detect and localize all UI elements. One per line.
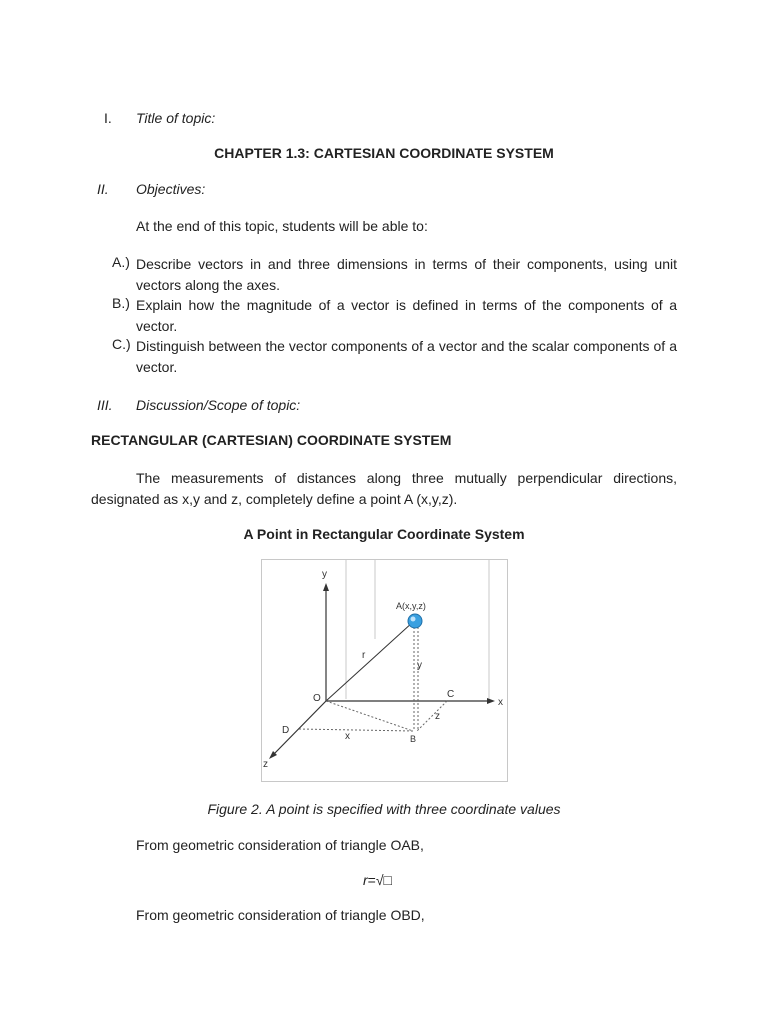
objective-c-letter: C.)	[112, 336, 131, 352]
section-1-label: Title of topic:	[136, 110, 216, 126]
point-a-marker	[408, 614, 422, 628]
figure-caption: Figure 2. A point is specified with three coordinate values	[207, 801, 561, 817]
objective-a-letter: A.)	[112, 254, 130, 270]
objective-b-text: Explain how the magnitude of a vector is defined in terms of the components of a vector.	[136, 297, 677, 334]
figure-frame	[262, 560, 508, 782]
z-axis-label: z	[263, 759, 268, 770]
section-1-numeral: I.	[104, 110, 112, 126]
figure-title: A Point in Rectangular Coordinate System	[243, 526, 525, 542]
x-segment-label: x	[345, 731, 350, 742]
intro-paragraph: The measurements of distances along three mutually perpendicular directions, designated as x,y and z, completely define a point A (x,y,z).	[91, 470, 677, 507]
z-segment-label: z	[435, 711, 440, 722]
r-label: r	[362, 650, 366, 661]
c-label: C	[447, 689, 455, 700]
origin-label: O	[313, 693, 321, 704]
objective-b-letter: B.)	[112, 295, 130, 311]
chapter-title: CHAPTER 1.3: CARTESIAN COORDINATE SYSTEM	[214, 145, 554, 161]
objective-c-text: Distinguish between the vector components of a vector and the scalar components of a vector.	[136, 338, 677, 375]
y-axis-label: y	[322, 569, 327, 580]
y-segment-label: y	[417, 660, 422, 671]
section-2-numeral: II.	[97, 181, 109, 197]
objectives-intro: At the end of this topic, students will be able to:	[136, 218, 428, 234]
section-3-numeral: III.	[97, 397, 113, 413]
section-2-label: Objectives:	[136, 181, 206, 197]
point-a-label: A(x,y,z)	[396, 601, 426, 611]
equation	[363, 872, 392, 888]
b-label: B	[410, 734, 417, 744]
coordinate-figure	[261, 559, 508, 783]
d-label: D	[282, 725, 290, 736]
equation-rhs: =√□	[367, 872, 392, 888]
objective-a-text: Describe vectors in and three dimensions in terms of their components, using unit vectors along the axes.	[136, 256, 677, 293]
obd-text: From geometric consideration of triangle OBD,	[136, 907, 425, 923]
point-a-highlight	[411, 617, 416, 622]
equation-lhs: r	[363, 872, 368, 888]
subheading: RECTANGULAR (CARTESIAN) COORDINATE SYSTEM	[91, 432, 452, 448]
section-3-label: Discussion/Scope of topic:	[136, 397, 301, 413]
oab-text: From geometric consideration of triangle OAB,	[136, 837, 424, 853]
x-axis-label: x	[498, 697, 503, 708]
